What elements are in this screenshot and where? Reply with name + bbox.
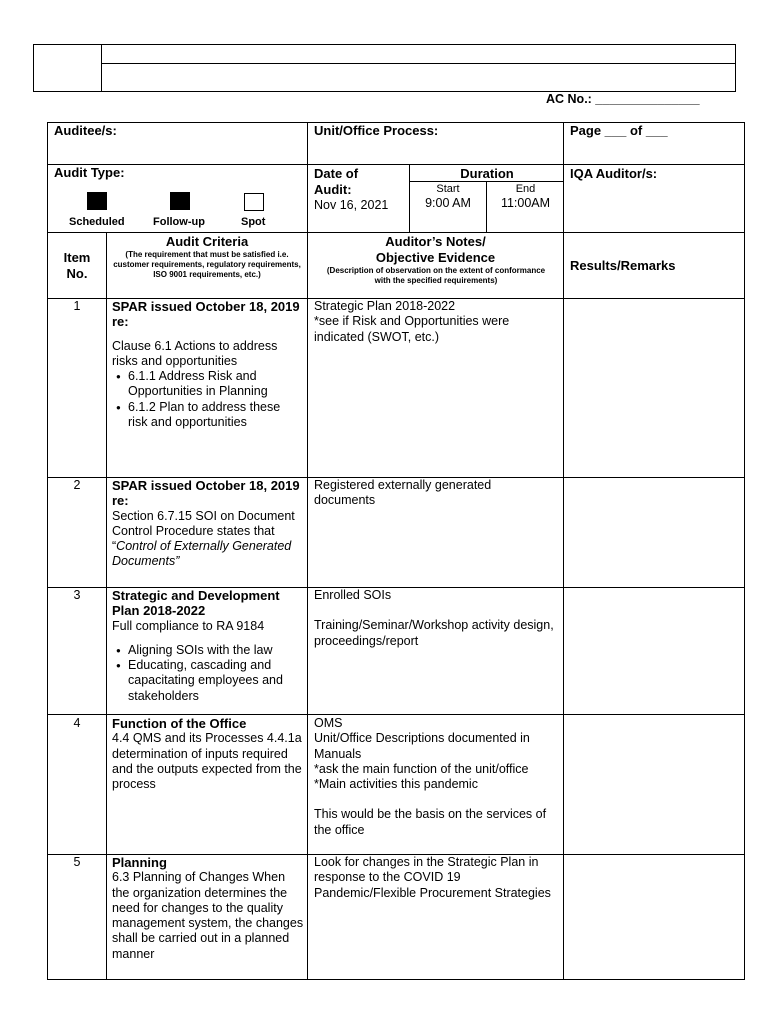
scheduled-label: Scheduled [69,216,125,228]
row-2-criteria-italic: Control of Externally Generated Documents” [112,539,292,569]
objective-evidence-header: Objective Evidence [375,250,496,265]
row-3-notes [314,588,558,649]
row-4-criteria-text: 4.4 QMS and its Processes 4.4.1a determination of inputs required and the outputs expected from the process [112,731,302,792]
row-1-note-2: *see if Risk and Opportunities were indicated (SWOT, etc.) [314,314,510,344]
item-no-header-line1: Item [63,250,91,265]
end-label: End [515,183,536,195]
row-1-criteria-bullets [112,369,302,430]
follow-up-checkbox[interactable] [170,192,190,210]
row-1-bullet-2: ● 6.1.2 Plan to address these risk and opportunities [112,400,302,431]
row-2-criteria-heading: SPAR issued October 18, 2019 re: [112,478,300,509]
start-time-value: 9:00 AM [425,196,471,210]
row-3-bullet-2: ● Educating, cascading and capacitating employees and stakeholders [112,658,304,704]
row-4-criteria [112,716,304,792]
row-5-note-1: Look for changes in the Strategic Plan in response to the COVID 19 Pandemic/Flexible Procurement Strategies [314,855,551,900]
spot-label: Spot [241,216,266,228]
row-3-criteria-heading: Strategic and Development Plan 2018-2022 [112,588,280,619]
row-4-note-1: OMS [314,716,343,730]
row-5-criteria-heading: Planning [112,855,167,870]
auditee-label: Auditee/s: [54,123,117,138]
auditors-notes-header: Auditor’s Notes/ [385,234,486,249]
row-2-notes [314,478,544,509]
ac-number: AC No.: _______________ [546,92,700,106]
row-3-criteria [112,588,304,704]
row-3-criteria-text: Full compliance to RA 9184 [112,618,265,633]
row-3-note-1: Enrolled SOIs [314,588,392,602]
date-of-audit-label: Date of [314,166,359,181]
spot-checkbox[interactable] [244,193,264,211]
row-4-note-3: *ask the main function of the unit/office [314,761,529,776]
results-remarks-header: Results/Remarks [570,258,676,273]
row-5-criteria [112,855,304,962]
row-4-notes [314,716,558,838]
row-2-item-no: 2 [73,478,81,492]
row-1-notes [314,299,558,345]
row-4-note-2: Unit/Office Descriptions documented in Manuals [314,731,530,761]
row-4-note-4: *Main activities this pandemic [314,777,478,792]
item-no-header-line2: No. [66,266,88,281]
start-label: Start [436,183,460,195]
row-4-item-no: 4 [73,716,81,730]
iqa-auditors-label: IQA Auditor/s: [570,166,658,181]
follow-up-label: Follow-up [153,216,205,228]
row-5-item-no: 5 [73,855,81,869]
scheduled-checkbox[interactable] [87,192,107,210]
row-3-criteria-bullets [112,643,304,704]
row-1-note-1: Strategic Plan 2018-2022 [314,299,456,313]
audit-criteria-header: Audit Criteria [165,234,249,249]
audit-type-label: Audit Type: [54,165,125,180]
row-1-criteria-text: Clause 6.1 Actions to address risks and opportunities [112,338,278,368]
end-time-value: 11:00AM [500,196,551,210]
duration-label: Duration [460,166,514,181]
row-5-criteria-text: 6.3 Planning of Changes When the organization determines the need for changes to the quality management system, the changes shall be carried out in a planned manner [112,870,304,961]
audit-criteria-note: (The requirement that must be satisfied i.e. customer requirements, regulatory requirements, ISO 9001 requirements, etc.) [113,250,301,279]
row-1-bullet-1: ● 6.1.1 Address Risk and Opportunities in Planning [112,369,302,400]
row-2-note-1: Registered externally generated documents [314,478,492,508]
row-1-item-no: 1 [73,299,81,313]
row-2-criteria [112,478,304,570]
row-3-item-no: 3 [73,588,81,602]
item-no-header [48,250,106,282]
row-4-note-5: This would be the basis on the services of the office [314,807,547,837]
unit-office-process-label: Unit/Office Process: [314,123,439,138]
row-4-criteria-heading: Function of the Office [112,716,247,731]
page-label: Page ___ of ___ [570,123,668,138]
row-3-bullet-1: ● Aligning SOIs with the law [112,643,304,658]
row-1-criteria-heading: SPAR issued October 18, 2019 re: [112,299,300,330]
date-of-audit-value: Nov 16, 2021 [314,198,389,212]
date-of-audit-label-2: Audit: [314,182,352,197]
row-3-note-2: Training/Seminar/Workshop activity design, proceedings/report [314,618,554,648]
auditors-notes-note: (Description of observation on the extent of conformance with the specified requirements) [326,266,546,285]
row-2-criteria-text: Section 6.7.15 SOI on Document Control Procedure states that “ [112,508,295,554]
row-5-notes [314,855,558,901]
row-2-criteria-text-wrap [112,509,304,570]
row-1-criteria [112,299,302,430]
